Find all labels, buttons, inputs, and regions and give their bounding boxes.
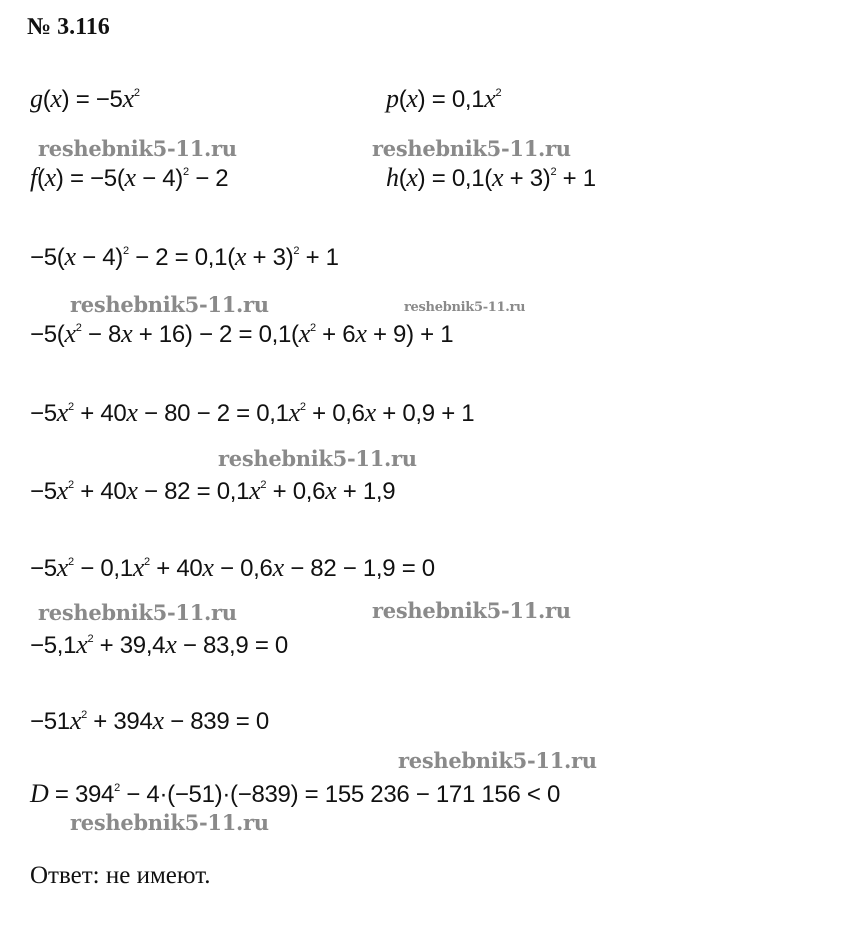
watermark: reshebnik5-11.ru	[404, 300, 526, 315]
equation-h: $h(x) = 0,1(x + 3)^2 + 1$	[386, 163, 596, 192]
equation-p: $p(x) = 0,1x^2$	[386, 84, 502, 113]
equation-discriminant: $D = 394^2 - 4\cdot(-51)\cdot(-839) = 155$ 236 − 171 156 < 0	[30, 779, 561, 808]
problem-number: № 3.116	[27, 14, 110, 40]
equation-step-1: $-5(x - 4)^2 - 2 = 0,1(x + 3)^2 + 1$	[30, 242, 339, 271]
equation-step-6: $-5,1x^2 + 39,4x - 83,9 = 0$	[30, 630, 288, 659]
equation-step-3: $-5x^2 + 40x - 80 - 2 = 0,1x^2 + 0,6x + 0,9 + 1$	[30, 398, 475, 427]
watermark: reshebnik5-11.ru	[218, 446, 417, 471]
equation-f: $f(x) = -5(x - 4)^2 - 2$	[30, 163, 229, 192]
watermark: reshebnik5-11.ru	[38, 136, 237, 161]
equation-step-5: $-5x^2 - 0,1x^2 + 40x - 0,6x - 82 - 1,9 = 0$	[30, 553, 435, 582]
watermark: reshebnik5-11.ru	[38, 600, 237, 625]
equation-step-7: $-51x^2 + 394x - 839 = 0$	[30, 706, 269, 735]
equation-step-2: $-5(x^2 - 8x + 16) - 2 = 0,1(x^2 + 6x + 9) + 1$	[30, 319, 454, 348]
watermark: reshebnik5-11.ru	[70, 292, 269, 317]
watermark: reshebnik5-11.ru	[398, 748, 597, 773]
answer-text: Ответ: не имеют.	[30, 862, 211, 889]
equation-step-4: $-5x^2 + 40x - 82 = 0,1x^2 + 0,6x + 1,9$	[30, 476, 396, 505]
watermark: reshebnik5-11.ru	[372, 598, 571, 623]
watermark: reshebnik5-11.ru	[372, 136, 571, 161]
watermark: reshebnik5-11.ru	[70, 810, 269, 835]
equation-g: $g(x) = -5x^2$	[30, 84, 140, 113]
